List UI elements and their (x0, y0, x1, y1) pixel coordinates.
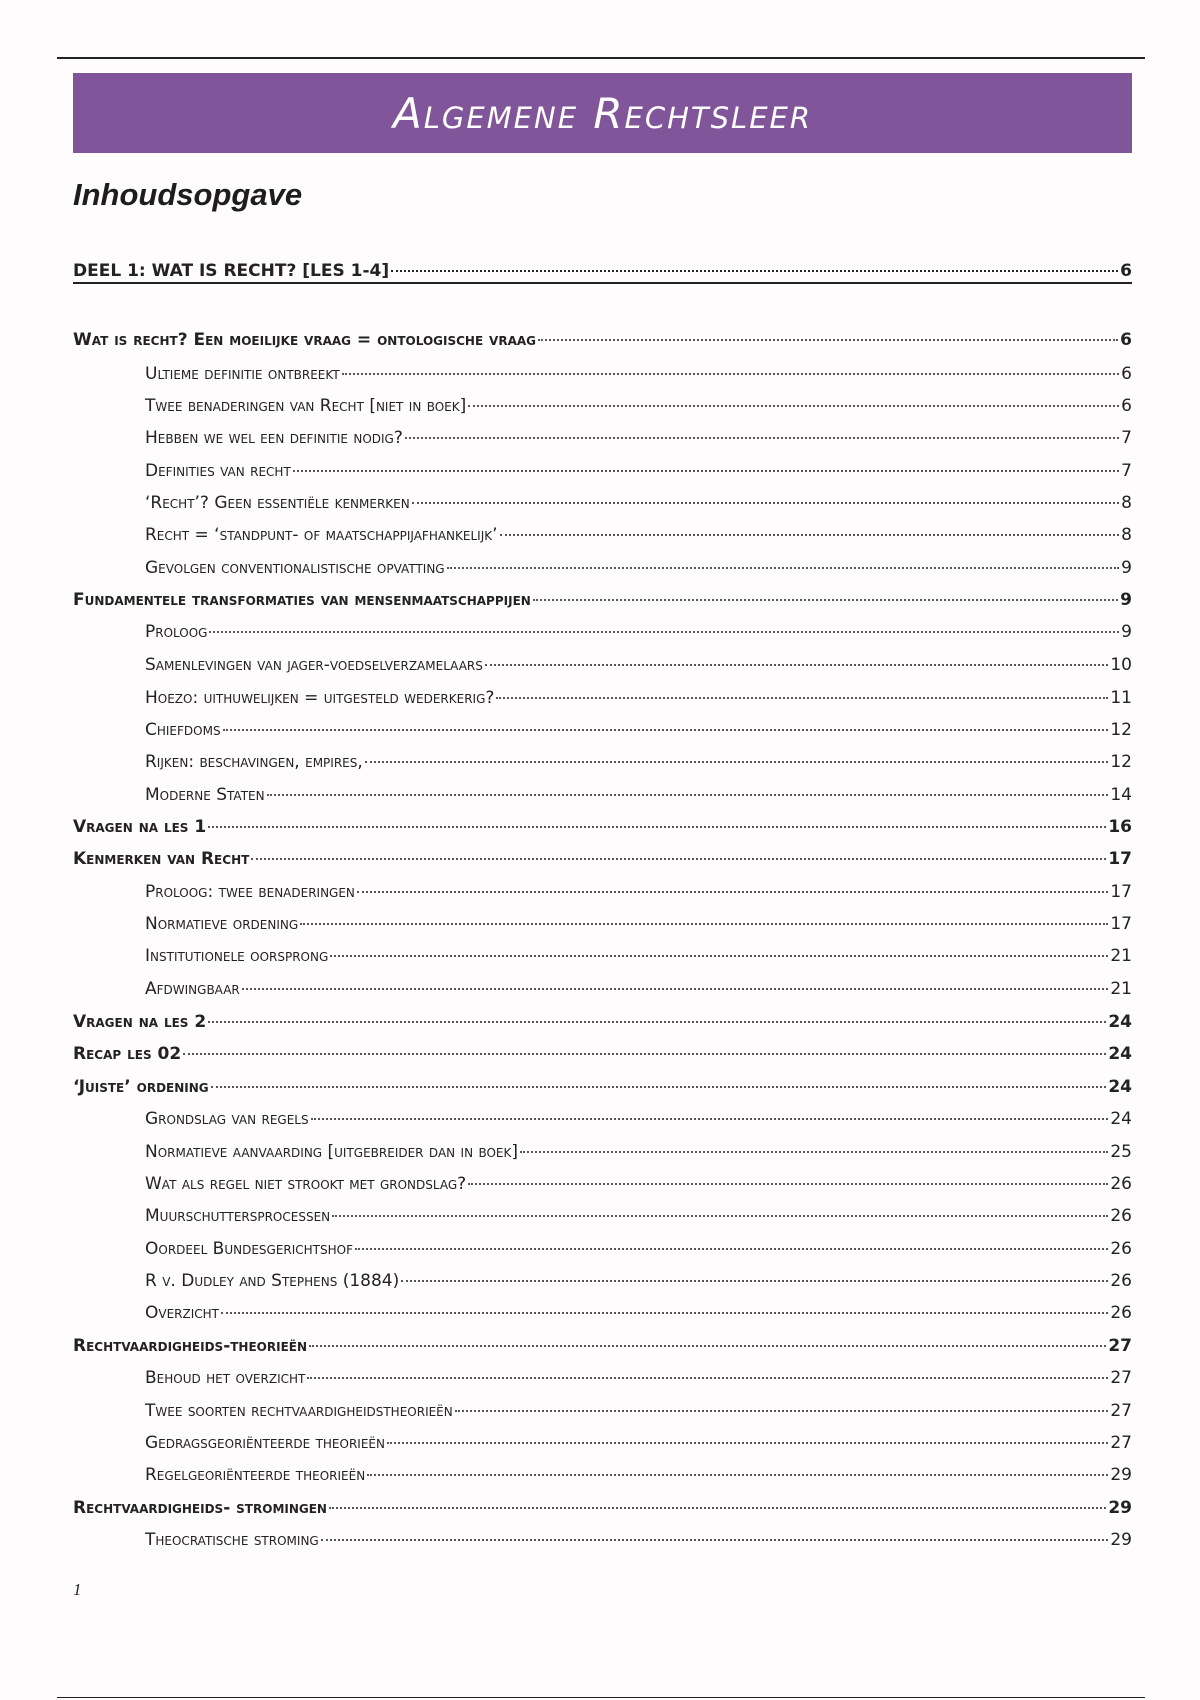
toc-entry-label: Recap les 02 (73, 1044, 182, 1064)
toc-entry-page: 12 (1110, 752, 1132, 772)
toc-entry-label: Definities van recht (145, 461, 291, 481)
toc-entry-page: 9 (1121, 558, 1132, 578)
toc-entry-subsection[interactable] (145, 1109, 1132, 1129)
toc-entry-page: 7 (1121, 461, 1132, 481)
toc-entry-label: Chiefdoms (145, 720, 221, 740)
toc-entry-label: Theocratische stroming (145, 1530, 319, 1550)
toc-entry-page: 21 (1110, 979, 1132, 999)
toc-entry-label: Recht = ‘standpunt- of maatschappijafhankelijk’ (145, 525, 498, 545)
toc-entry-page: 26 (1110, 1174, 1132, 1194)
toc-entry-page: 27 (1110, 1401, 1132, 1421)
leader-dots (405, 437, 1119, 439)
toc-entry-label: Oordeel Bundesgerichtshof (145, 1239, 353, 1259)
toc-entry-label: ‘Recht’? Geen essentiële kenmerken (145, 493, 410, 513)
toc-entry-page: 6 (1120, 330, 1132, 350)
leader-dots (538, 339, 1118, 341)
leader-dots (485, 664, 1108, 666)
toc-entry-label: Muurschuttersprocessen (145, 1206, 331, 1226)
toc-entry-page: 29 (1110, 1530, 1132, 1550)
toc-entry-label: Normatieve ordening (145, 914, 299, 934)
toc-entry-section[interactable] (73, 849, 1132, 869)
leader-dots (208, 1021, 1106, 1023)
toc-entry-page: 11 (1110, 688, 1132, 708)
toc-entry-label: Moderne Staten (145, 785, 265, 805)
leader-dots (311, 1118, 1109, 1120)
leader-dots (211, 1086, 1107, 1088)
toc-entry-subsection[interactable] (145, 525, 1132, 545)
leader-dots (401, 1280, 1108, 1282)
toc-entry-page: 26 (1110, 1206, 1132, 1226)
toc-entry-page: 24 (1108, 1077, 1132, 1097)
toc-entry-page: 21 (1110, 946, 1132, 966)
toc-entry-subsection[interactable] (145, 914, 1132, 934)
toc-entry-page: 6 (1121, 364, 1132, 384)
toc-entry-label: DEEL 1: WAT IS RECHT? [LES 1-4] (73, 261, 390, 281)
toc-entry-section[interactable] (73, 1044, 1132, 1064)
toc-entry-label: Grondslag van regels (145, 1109, 309, 1129)
toc-entry-subsection[interactable] (145, 979, 1132, 999)
toc-entry-label: Gedragsgeoriënteerde theorieën (145, 1433, 385, 1453)
toc-entry-page: 14 (1110, 785, 1132, 805)
toc-entry-subsection[interactable] (145, 428, 1132, 448)
toc-entry-subsection[interactable] (145, 785, 1132, 805)
leader-dots (355, 1248, 1108, 1250)
title-banner (73, 73, 1132, 153)
leader-dots (307, 1377, 1108, 1379)
leader-dots (496, 697, 1108, 699)
toc-entry-label: Rechtvaardigheids- stromingen (73, 1498, 327, 1518)
toc-entry-subsection[interactable] (145, 1206, 1132, 1226)
toc-entry-subsection[interactable] (145, 1303, 1132, 1323)
toc-entry-subsection[interactable] (145, 882, 1132, 902)
toc-entry-label: Wat als regel niet strookt met grondslag? (145, 1174, 467, 1194)
leader-dots (223, 729, 1109, 731)
toc-entry-subsection[interactable] (145, 461, 1132, 481)
toc-entry-section[interactable] (73, 590, 1132, 610)
leader-dots (209, 631, 1119, 633)
toc-entry-page: 17 (1110, 914, 1132, 934)
toc-entry-section[interactable] (73, 1498, 1132, 1518)
toc-entry-page: 29 (1108, 1498, 1132, 1518)
leader-dots (293, 470, 1119, 472)
toc-entry-part[interactable] (73, 261, 1132, 284)
toc-entry-subsection[interactable] (145, 558, 1132, 578)
leader-dots (447, 567, 1120, 569)
page-number: 1 (73, 1580, 82, 1599)
toc-entry-subsection[interactable] (145, 1433, 1132, 1453)
toc-entry-subsection[interactable] (145, 493, 1132, 513)
leader-dots (329, 1507, 1106, 1509)
toc-entry-label: Proloog (145, 622, 208, 642)
toc-entry-label: Hebben we wel een definitie nodig? (145, 428, 403, 448)
toc-entry-subsection[interactable] (145, 1530, 1132, 1550)
toc-entry-label: Institutionele oorsprong (145, 946, 329, 966)
toc-entry-page: 27 (1110, 1368, 1132, 1388)
toc-entry-page: 25 (1110, 1142, 1132, 1162)
toc-entry-section[interactable] (73, 1012, 1132, 1032)
toc-entry-label: Afdwingbaar (145, 979, 240, 999)
toc-entry-page: 17 (1108, 849, 1132, 869)
toc-entry-label: Normatieve aanvaarding [uitgebreider dan in boek] (145, 1142, 519, 1162)
bottom-rule (57, 1697, 1145, 1698)
toc-entry-page: 24 (1108, 1044, 1132, 1064)
toc-entry-page: 8 (1121, 493, 1132, 513)
toc-entry-label: Fundamentele transformaties van mensenmaatschappijen (73, 590, 531, 610)
toc-heading: Inhoudsopgave (73, 177, 303, 212)
toc-entry-subsection[interactable] (145, 946, 1132, 966)
leader-dots (330, 955, 1108, 957)
toc-entry-page: 9 (1120, 590, 1132, 610)
leader-dots (332, 1215, 1108, 1217)
leader-dots (387, 1442, 1108, 1444)
leader-dots (357, 891, 1108, 893)
toc-entry-subsection[interactable] (145, 1142, 1132, 1162)
toc-entry-label: Rechtvaardigheids-theorieën (73, 1336, 308, 1356)
toc-entry-page: 24 (1110, 1109, 1132, 1129)
toc-entry-label: Vragen na les 1 (73, 817, 207, 837)
leader-dots (251, 858, 1106, 860)
toc-entry-label: Hoezo: uithuwelijken = uitgesteld wederkerig? (145, 688, 495, 708)
toc-entry-label: Twee soorten rechtvaardigheidstheorieën (145, 1401, 453, 1421)
toc-entry-label: Vragen na les 2 (73, 1012, 207, 1032)
leader-dots (391, 270, 1118, 272)
toc-entry-label: Kenmerken van Recht (73, 849, 250, 869)
toc-entry-section[interactable] (73, 330, 1132, 350)
toc-entry-label: ‘Juiste’ ordening (73, 1077, 209, 1097)
leader-dots (183, 1053, 1106, 1055)
leader-dots (520, 1151, 1108, 1153)
toc-entry-subsection[interactable] (145, 622, 1132, 642)
toc-entry-label: Behoud het overzicht (145, 1368, 306, 1388)
toc-entry-subsection[interactable] (145, 1271, 1132, 1291)
toc-entry-subsection[interactable] (145, 1174, 1132, 1194)
toc-entry-subsection[interactable] (145, 364, 1132, 384)
toc-entry-section[interactable] (73, 1077, 1132, 1097)
toc-entry-label: Regelgeoriënteerde theorieën (145, 1465, 366, 1485)
toc-entry-page: 26 (1110, 1271, 1132, 1291)
toc-entry-subsection[interactable] (145, 1368, 1132, 1388)
leader-dots (342, 373, 1120, 375)
toc-entry-page: 24 (1108, 1012, 1132, 1032)
leader-dots (468, 405, 1119, 407)
leader-dots (468, 1183, 1108, 1185)
toc-entry-page: 6 (1121, 396, 1132, 416)
leader-dots (221, 1312, 1108, 1314)
toc-entry-subsection[interactable] (145, 720, 1132, 740)
leader-dots (321, 1539, 1109, 1541)
toc-entry-label: Samenlevingen van jager-voedselverzamelaars (145, 655, 483, 675)
leader-dots (367, 1474, 1108, 1476)
toc-entry-label: Gevolgen conventionalistische opvatting (145, 558, 445, 578)
toc-entry-page: 27 (1110, 1433, 1132, 1453)
toc-entry-subsection[interactable] (145, 396, 1132, 416)
toc-entry-page: 26 (1110, 1303, 1132, 1323)
top-rule (57, 57, 1145, 59)
toc-entry-label: Ultieme definitie ontbreekt (145, 364, 340, 384)
toc-entry-label: Twee benaderingen van Recht [niet in boek] (145, 396, 467, 416)
toc-entry-subsection[interactable] (145, 688, 1132, 708)
leader-dots (533, 599, 1118, 601)
toc-entry-label: R v. Dudley and Stephens (1884) (145, 1271, 400, 1291)
leader-dots (455, 1410, 1109, 1412)
toc-entry-page: 7 (1121, 428, 1132, 448)
toc-entry-page: 6 (1120, 261, 1132, 281)
toc-entry-subsection[interactable] (145, 1465, 1132, 1485)
toc-entry-page: 17 (1110, 882, 1132, 902)
toc-entry-label: Rijken: beschavingen, empires, (145, 752, 363, 772)
leader-dots (208, 826, 1106, 828)
toc-entry-page: 10 (1110, 655, 1132, 675)
leader-dots (412, 502, 1119, 504)
leader-dots (242, 988, 1109, 990)
toc-entry-section[interactable] (73, 1336, 1132, 1356)
leader-dots (365, 761, 1109, 763)
leader-dots (500, 534, 1120, 536)
toc-entry-page: 29 (1110, 1465, 1132, 1485)
toc-entry-page: 12 (1110, 720, 1132, 740)
toc-entry-page: 8 (1121, 525, 1132, 545)
leader-dots (300, 923, 1108, 925)
toc-entry-subsection[interactable] (145, 1401, 1132, 1421)
toc-entry-section[interactable] (73, 817, 1132, 837)
toc-entry-subsection[interactable] (145, 655, 1132, 675)
toc-entry-page: 9 (1121, 622, 1132, 642)
leader-dots (267, 794, 1109, 796)
toc-entry-label: Overzicht (145, 1303, 220, 1323)
document-title: Algemene Rechtsleer (392, 88, 813, 138)
toc-entry-subsection[interactable] (145, 1239, 1132, 1259)
toc-entry-page: 26 (1110, 1239, 1132, 1259)
toc-entry-subsection[interactable] (145, 752, 1132, 772)
leader-dots (309, 1345, 1106, 1347)
toc-entry-label: Wat is recht? Een moeilijke vraag = ontologische vraag (73, 330, 537, 350)
toc-entry-page: 27 (1108, 1336, 1132, 1356)
toc-entry-label: Proloog: twee benaderingen (145, 882, 355, 902)
toc-entry-page: 16 (1108, 817, 1132, 837)
